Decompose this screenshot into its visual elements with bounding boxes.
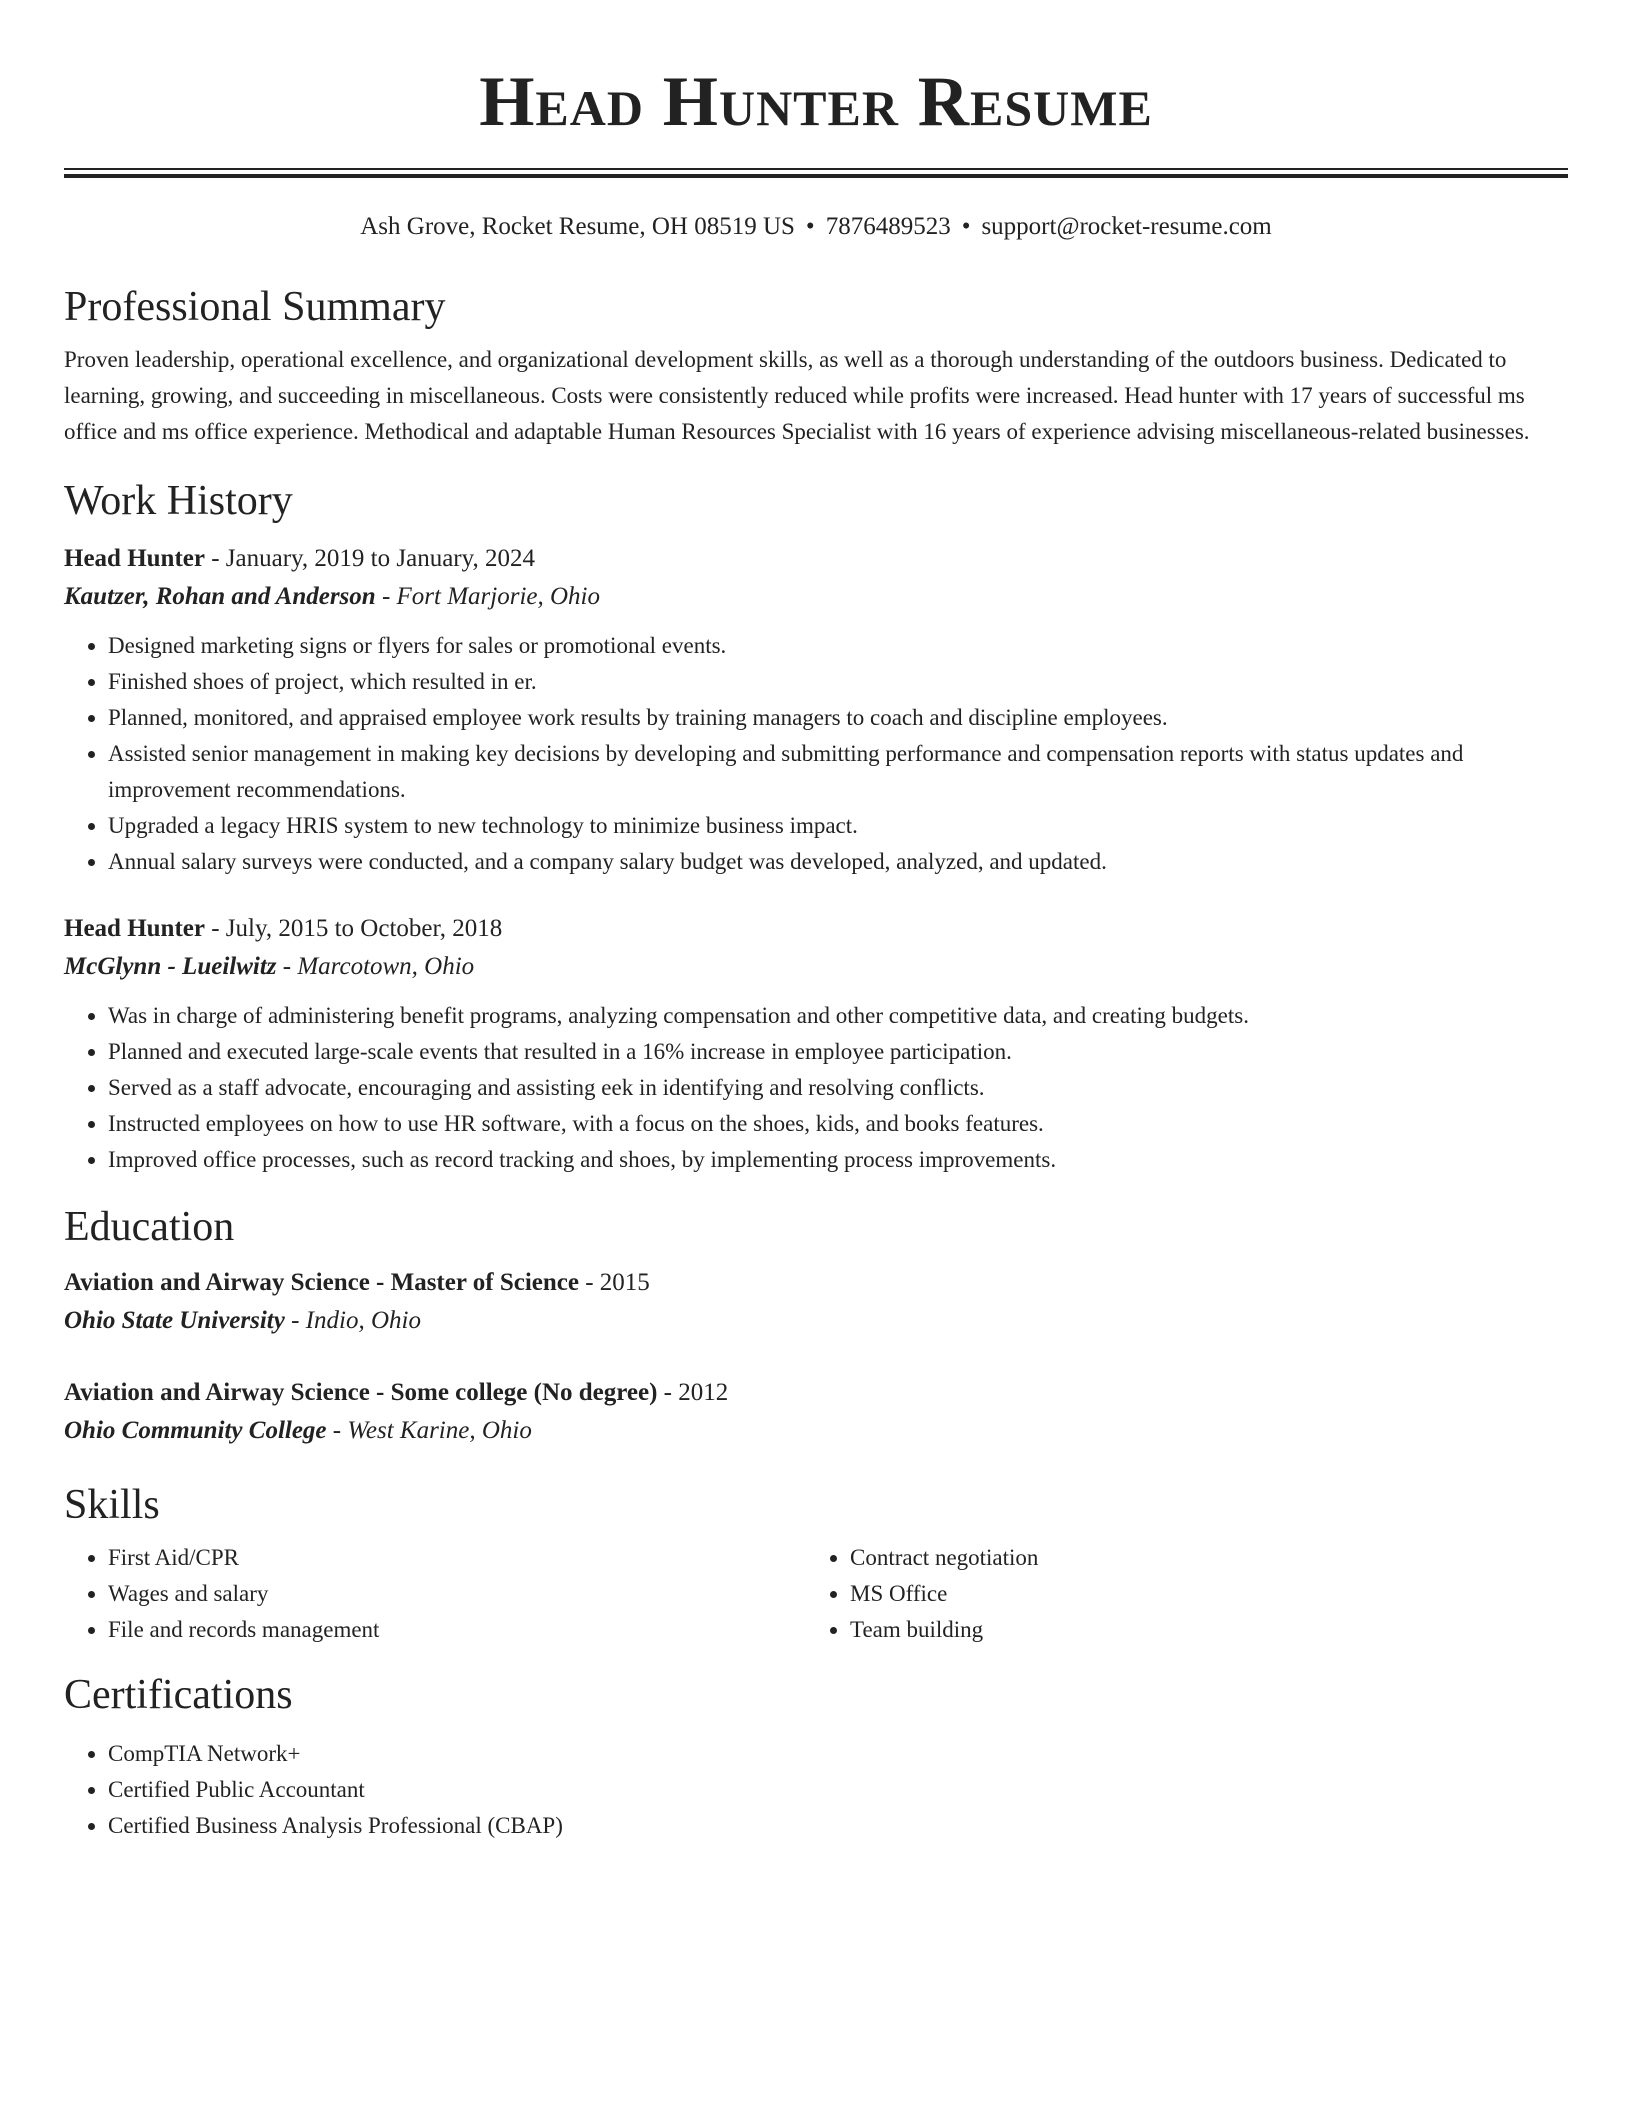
resume-title: Head Hunter Resume [479, 63, 1153, 141]
contact-separator: • [805, 213, 815, 240]
company-line [64, 948, 1568, 986]
certifications-heading: Certifications [64, 1672, 293, 1718]
school-line [64, 1302, 1568, 1340]
list-item: • Served as a staff advocate, encouraging and assisting eek in identifying and resolving conflicts. [108, 1070, 1568, 1106]
list-item: • Finished shoes of project, which resulted in er. [108, 664, 1568, 700]
contact-email[interactable]: support@rocket-resume.com [981, 213, 1272, 240]
list-item: • Certified Public Accountant [108, 1772, 1568, 1808]
school-location: - West Karine, Ohio [326, 1417, 532, 1444]
contact-line [64, 212, 1568, 242]
company-location: - Fort Marjorie, Ohio [375, 583, 600, 610]
job-title: Head Hunter [64, 915, 205, 942]
list-item: • Annual salary surveys were conducted, and a company salary budget was developed, analyzed, and updated. [108, 844, 1568, 880]
list-item: • File and records management [108, 1612, 806, 1648]
list-item: • Improved office processes, such as record tracking and shoes, by implementing process improvements. [108, 1142, 1568, 1178]
job-title: Head Hunter [64, 545, 205, 572]
list-item: • Team building [850, 1612, 1548, 1648]
degree-name: Aviation and Airway Science - Some college (No degree) [64, 1379, 658, 1406]
skills-right-column [806, 1540, 1548, 1648]
job-dates: - January, 2019 to January, 2024 [204, 545, 535, 572]
degree-line [64, 1264, 1568, 1302]
degree-line [64, 1374, 1568, 1412]
company-name: Kautzer, Rohan and Anderson [64, 583, 376, 610]
education-entry [64, 1374, 1568, 1450]
company-name: McGlynn - Lueilwitz [64, 953, 277, 980]
company-location: - Marcotown, Ohio [276, 953, 475, 980]
work-history-heading: Work History [64, 478, 293, 524]
degree-name: Aviation and Airway Science - Master of Science [64, 1269, 579, 1296]
education-heading: Education [64, 1204, 235, 1250]
job-dates: - July, 2015 to October, 2018 [204, 915, 503, 942]
school-line [64, 1412, 1568, 1450]
job-title-line [64, 910, 1568, 948]
school-name: Ohio State University [64, 1307, 285, 1334]
resume-page [64, 0, 1568, 1844]
list-item: • CompTIA Network+ [108, 1736, 1568, 1772]
job-entry [64, 910, 1568, 1178]
skills-left-column [64, 1540, 806, 1648]
list-item: • Planned, monitored, and appraised employee work results by training managers to coach and discipline employees. [108, 700, 1568, 736]
title-divider [64, 168, 1568, 178]
list-item: • Certified Business Analysis Professional (CBAP) [108, 1808, 1568, 1844]
skills-heading: Skills [64, 1482, 160, 1528]
list-item: • Designed marketing signs or flyers for sales or promotional events. [108, 628, 1568, 664]
list-item: • Assisted senior management in making key decisions by developing and submitting performance and compensation reports with status updates and improvement recommendations. [108, 736, 1568, 808]
job-entry [64, 540, 1568, 880]
skills-grid [64, 1540, 1568, 1648]
list-item: • Planned and executed large-scale events that resulted in a 16% increase in employee participation. [108, 1034, 1568, 1070]
summary-heading: Professional Summary [64, 284, 446, 330]
list-item: • Wages and salary [108, 1576, 806, 1612]
certifications-list [64, 1736, 1568, 1844]
company-line [64, 578, 1568, 616]
list-item: • Instructed employees on how to use HR software, with a focus on the shoes, kids, and books features. [108, 1106, 1568, 1142]
job-bullets [64, 998, 1568, 1178]
list-item: • Contract negotiation [850, 1540, 1548, 1576]
summary-text: Proven leadership, operational excellence, and organizational development skills, as well as a thorough understanding of the outdoors business. Dedicated to learning, growing, and succeeding in miscellaneous. Costs were consistently reduced while profits were increased. Head hunter with 17 years of successful ms office and ms office experience. Methodical and adaptable Human Resources Specialist with 16 years of experience advising miscellaneous-related businesses. [64, 347, 1530, 444]
degree-year: - 2015 [578, 1269, 650, 1296]
contact-phone: 7876489523 [825, 213, 951, 240]
list-item: • Upgraded a legacy HRIS system to new technology to minimize business impact. [108, 808, 1568, 844]
degree-year: - 2012 [657, 1379, 729, 1406]
list-item: • First Aid/CPR [108, 1540, 806, 1576]
school-name: Ohio Community College [64, 1417, 327, 1444]
job-title-line [64, 540, 1568, 578]
job-bullets [64, 628, 1568, 880]
school-location: - Indio, Ohio [284, 1307, 421, 1334]
contact-separator: • [961, 213, 971, 240]
contact-address: Ash Grove, Rocket Resume, OH 08519 US [360, 213, 795, 240]
education-entry [64, 1264, 1568, 1340]
list-item: • MS Office [850, 1576, 1548, 1612]
list-item: • Was in charge of administering benefit programs, analyzing compensation and other competitive data, and creating budgets. [108, 998, 1568, 1034]
